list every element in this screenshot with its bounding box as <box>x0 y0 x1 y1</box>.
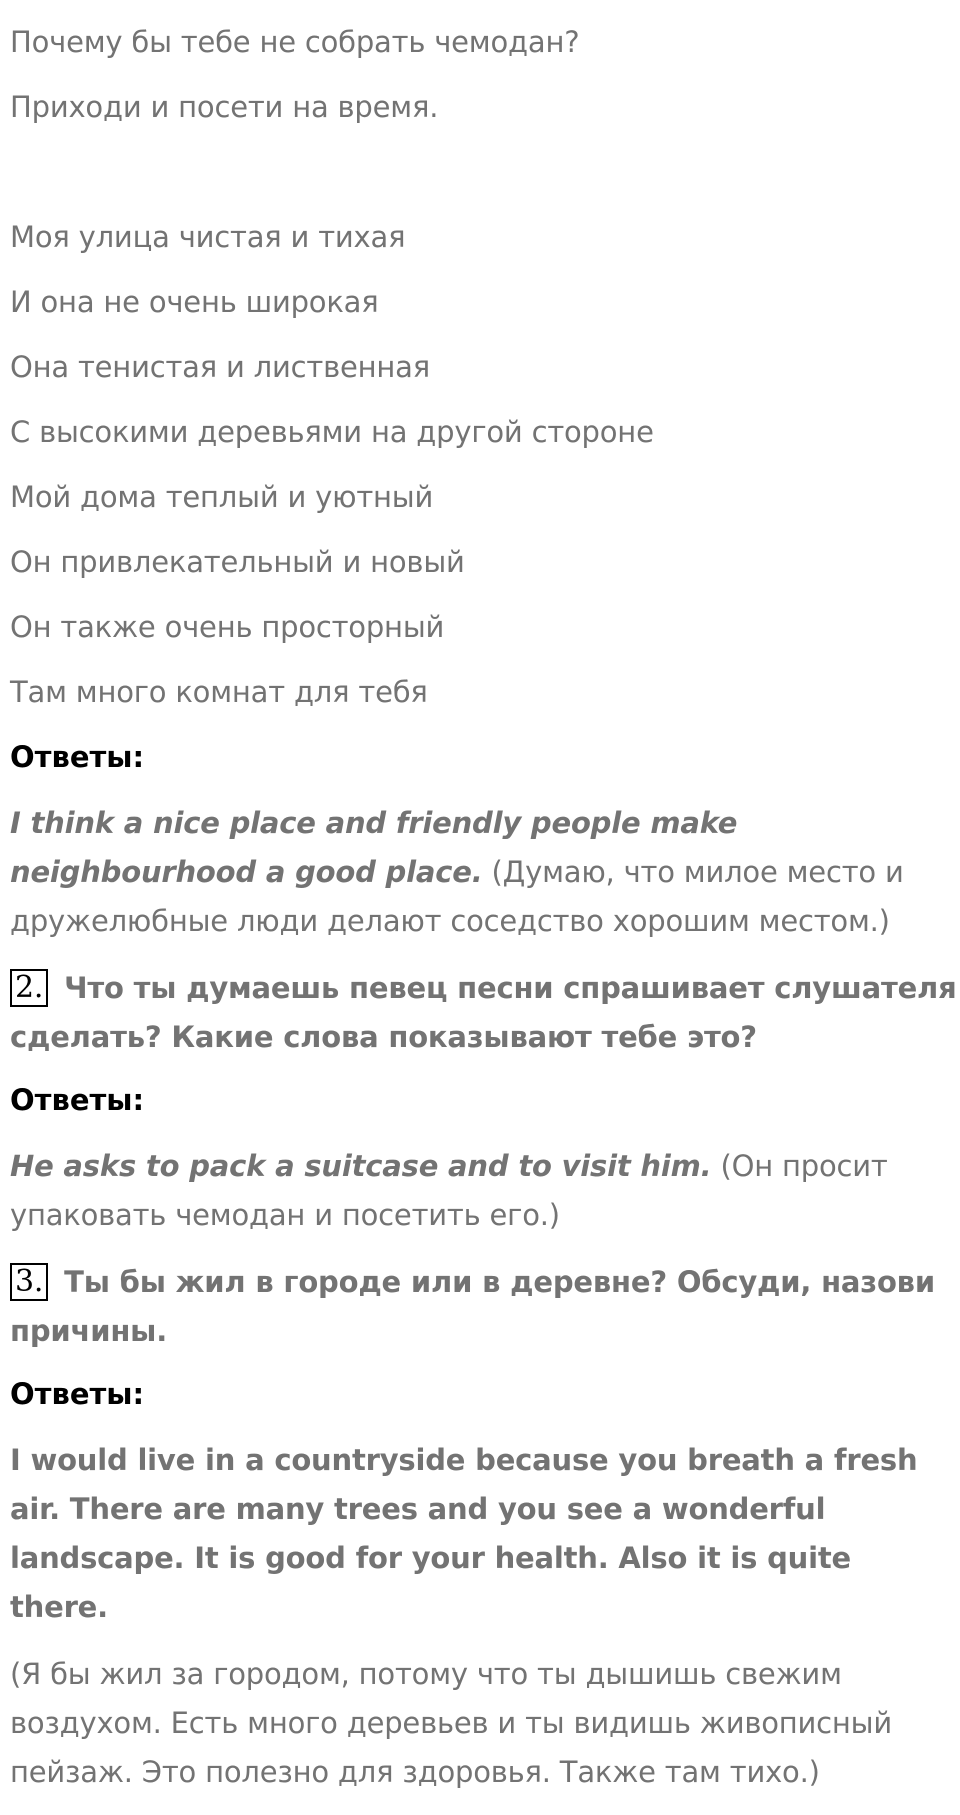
question-3 <box>10 1258 958 1356</box>
question-2-number: 2. <box>10 969 48 1007</box>
answer-1-russian: (Думаю, что милое место и дружелюбные люди делают соседство хорошим местом.) <box>10 855 904 938</box>
poem-line: И она не очень широкая <box>10 285 379 319</box>
stanza-gap <box>10 152 958 217</box>
poem-stanza-1 <box>10 22 958 127</box>
poem-line: Он также очень просторный <box>10 610 445 644</box>
poem-line: Там много комнат для тебя <box>10 675 428 709</box>
answer-2-english: He asks to pack a suitcase and to visit him. <box>10 1149 712 1183</box>
poem-line: Почему бы тебе не собрать чемодан? <box>10 25 580 59</box>
answer-1 <box>10 799 958 946</box>
poem-line: Мой дома теплый и уютный <box>10 480 434 514</box>
answer-2-russian: (Он просит упаковать чемодан и посетить его.) <box>10 1149 888 1232</box>
question-2 <box>10 964 958 1062</box>
answers-label: Ответы: <box>10 740 145 774</box>
answer-2 <box>10 1142 958 1240</box>
answer-3-russian: (Я бы жил за городом, потому что ты дышишь свежим воздухом. Есть много деревьев и ты видишь живописный пейзаж. Это полезно для здоровья. Также там тихо.) <box>10 1657 893 1789</box>
poem-line: Моя улица чистая и тихая <box>10 220 406 254</box>
answer-1-english: I think a nice place and friendly people make neighbourhood a good place. <box>10 806 738 889</box>
poem-line: Приходи и посети на время. <box>10 90 439 124</box>
question-2-text: Что ты думаешь певец песни спрашивает слушателя сделать? Какие слова показывают тебе это? <box>10 971 957 1054</box>
answer-3-english: I would live in a countryside because you breath a fresh air. There are many trees and you see a wonderful landscape. It is good for your health. Also it is quite there. <box>10 1443 918 1624</box>
answers-label: Ответы: <box>10 1377 145 1411</box>
poem-stanza-2 <box>10 217 958 712</box>
poem-line: Он привлекательный и новый <box>10 545 465 579</box>
poem-line: Она тенистая и лиственная <box>10 350 430 384</box>
document-content <box>10 22 958 1815</box>
question-3-number: 3. <box>10 1263 48 1301</box>
question-3-text: Ты бы жил в городе или в деревне? Обсуди, назови причины. <box>10 1265 935 1348</box>
answers-label: Ответы: <box>10 1083 145 1117</box>
poem-line: С высокими деревьями на другой стороне <box>10 415 654 449</box>
